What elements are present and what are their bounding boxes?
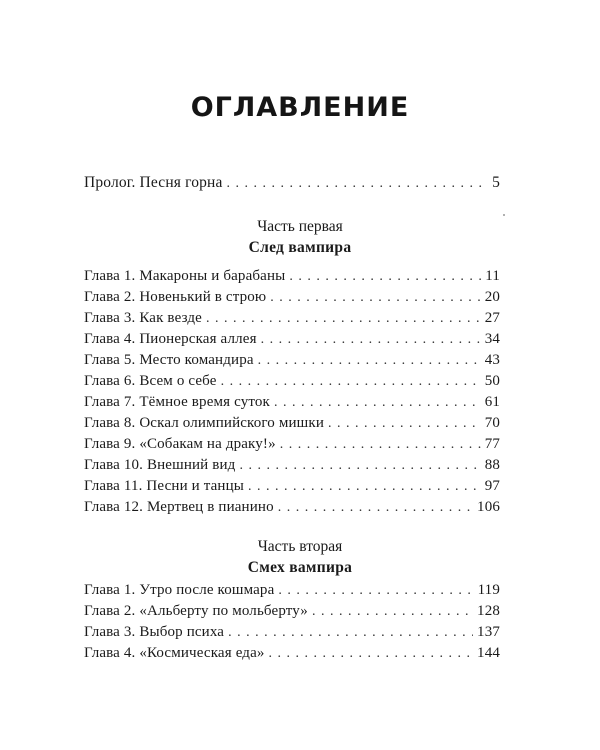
toc-entry: [84, 329, 500, 350]
dot-leader: [221, 371, 481, 392]
dot-leader: [312, 601, 473, 622]
entry-title: Глава 4. «Космическая еда»: [84, 645, 265, 661]
page-number: 97: [484, 478, 500, 494]
page-number: 119: [477, 582, 500, 598]
entry-title: Глава 7. Тёмное время суток: [84, 394, 270, 410]
entry-title: Глава 4. Пионерская аллея: [84, 331, 257, 347]
toc-entry: [84, 350, 500, 371]
toc-entry: [84, 580, 500, 601]
dot-leader: [278, 497, 473, 518]
entry-title: Глава 12. Мертвец в пианино: [84, 499, 274, 515]
dot-leader: [228, 622, 473, 643]
page-number: 5: [492, 174, 500, 191]
toc-entry: [84, 287, 500, 308]
page-number: 77: [484, 436, 500, 452]
dot-leader: [289, 266, 481, 287]
entry-title: Глава 1. Макароны и барабаны: [84, 268, 286, 284]
entry-title: Глава 2. «Альберту по мольберту»: [84, 603, 308, 619]
dot-leader: [278, 580, 473, 601]
toc-entry: [84, 266, 500, 287]
toc-entry: [84, 601, 500, 622]
chapter-list-part-1: [84, 266, 500, 518]
toc-entry: [84, 434, 500, 455]
prologue-entry: [84, 172, 500, 193]
toc-entry: [84, 308, 500, 329]
entry-title: Глава 11. Песни и танцы: [84, 478, 245, 494]
page-number: 50: [484, 373, 500, 389]
toc-entry: [84, 622, 500, 643]
dot-leader: [328, 413, 481, 434]
toc-entry: [84, 476, 500, 497]
part-name: Смех вампира: [247, 559, 353, 576]
part-heading-2: [0, 536, 600, 578]
page-number: 61: [484, 394, 500, 410]
toc-entry: [84, 172, 500, 193]
page-number: 106: [477, 499, 500, 515]
page-number: 128: [477, 603, 500, 619]
dot-leader: [226, 173, 488, 194]
entry-title: Глава 3. Как везде: [84, 310, 202, 326]
entry-title: Глава 10. Внешний вид: [84, 457, 236, 473]
dot-leader: [269, 643, 474, 664]
page-number: 20: [484, 289, 500, 305]
page-number: 11: [485, 268, 500, 284]
chapter-list-part-2: [84, 580, 500, 664]
dot-leader: [239, 455, 480, 476]
toc-entry: [84, 497, 500, 518]
entry-title: Пролог. Песня горна: [84, 174, 223, 191]
toc-entry: [84, 643, 500, 664]
toc-entry: [84, 392, 500, 413]
page-number: 137: [477, 624, 500, 640]
dot-leader: [258, 350, 481, 371]
dot-leader: [248, 476, 481, 497]
entry-title: Глава 2. Новенький в строю: [84, 289, 267, 305]
entry-title: Глава 1. Утро после кошмара: [84, 582, 275, 598]
toc-entry: [84, 371, 500, 392]
page-number: 70: [484, 415, 500, 431]
dot-leader: [280, 434, 481, 455]
part-label: Часть первая: [257, 218, 343, 235]
entry-title: Глава 5. Место командира: [84, 352, 254, 368]
entry-title: Глава 9. «Собакам на драку!»: [84, 436, 276, 452]
dot-leader: [274, 392, 481, 413]
dot-leader: [270, 287, 480, 308]
dot-leader: [261, 329, 481, 350]
page-number: 27: [484, 310, 500, 326]
entry-title: Глава 6. Всем о себе: [84, 373, 217, 389]
part-heading-1: [0, 216, 600, 258]
page-number: 88: [484, 457, 500, 473]
entry-title: Глава 8. Оскал олимпийского мишки: [84, 415, 324, 431]
dot-leader: [206, 308, 481, 329]
part-label: Часть вторая: [257, 538, 343, 555]
part-name: След вампира: [248, 239, 352, 256]
page-title: ОГЛАВЛЕНИЕ: [190, 92, 410, 123]
page-number: 144: [477, 645, 500, 661]
toc-entry: [84, 413, 500, 434]
entry-title: Глава 3. Выбор психа: [84, 624, 225, 640]
toc-entry: [84, 455, 500, 476]
page-number: 43: [484, 352, 500, 368]
page-number: 34: [484, 331, 500, 347]
